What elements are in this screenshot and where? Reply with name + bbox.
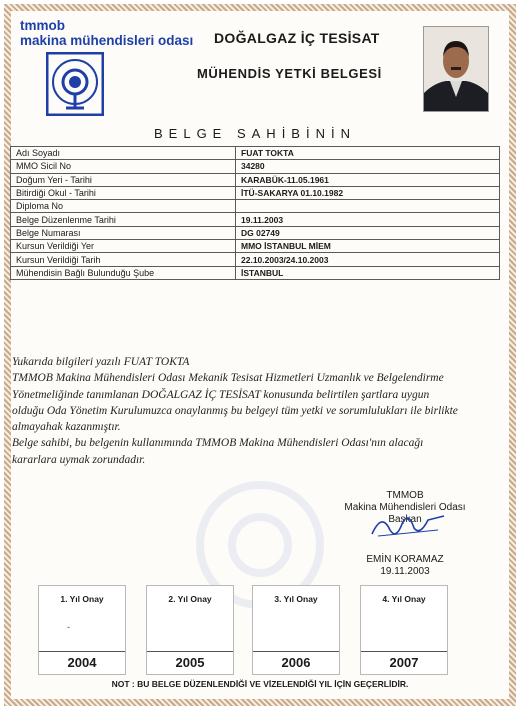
statement-line: olduğu Oda Yönetim Kurulumuzca onaylanmış bu belgeyi tüm yetki ve sorumlulukları ile birlikte — [12, 404, 458, 417]
field-label: MMO Sicil No — [11, 160, 236, 173]
signatory-name: EMİN KORAMAZ — [366, 554, 444, 565]
approval-year: 2004 — [39, 651, 125, 674]
portrait-image — [424, 27, 488, 111]
statement-line: TMMOB Makina Mühendisleri Odası Mekanik Tesisat Hizmetleri Uzmanlık ve Belgelendirme — [12, 372, 444, 385]
field-label: Mühendisin Bağlı Bulunduğu Şube — [11, 266, 236, 279]
field-value: 22.10.2003/24.10.2003 — [236, 253, 500, 266]
approval-label: 1. Yıl Onay — [60, 594, 104, 604]
field-label: Belge Düzenlenme Tarihi — [11, 213, 236, 226]
signature-role: Başkan — [388, 514, 422, 525]
field-value: İTÜ-SAKARYA 01.10.1982 — [236, 186, 500, 199]
approval-box-4 — [360, 585, 448, 675]
org-name-line2: makina mühendisleri odası — [20, 33, 194, 48]
field-label: Diploma No — [11, 200, 236, 213]
field-label: Doğum Yeri - Tarihi — [11, 173, 236, 186]
table-row — [11, 160, 500, 173]
field-value: FUAT TOKTA — [236, 147, 500, 160]
holder-photo — [423, 26, 489, 112]
field-label: Kursun Verildiği Yer — [11, 240, 236, 253]
statement-line: almayahak kazanmıştır. — [12, 421, 121, 434]
field-label: Belge Numarası — [11, 226, 236, 239]
certificate-title: DOĞALGAZ İÇ TESİSAT — [214, 30, 380, 46]
section-title: BELGE SAHİBİNİN — [154, 126, 356, 141]
certificate-subtitle: MÜHENDİS YETKİ BELGESİ — [197, 66, 382, 81]
approval-year: 2005 — [147, 651, 233, 674]
table-row — [11, 186, 500, 199]
signature-chamber: Makina Mühendisleri Odası — [344, 502, 466, 513]
statement-line: Yukarıda bilgileri yazılı FUAT TOKTA — [12, 356, 190, 368]
field-value: MMO İSTANBUL MİEM — [236, 240, 500, 253]
approval-box-1 — [38, 585, 126, 675]
field-label: Kursun Verildiği Tarih — [11, 253, 236, 266]
statement-line: Belge sahibi, bu belgenin kullanımında TMMOB Makina Mühendisleri Odası'nın alacağı — [12, 437, 424, 450]
field-value: KARABÜK-11.05.1961 — [236, 173, 500, 186]
table-row — [11, 200, 500, 213]
signature-org: TMMOB — [386, 490, 424, 501]
mmo-seal-icon — [46, 52, 104, 116]
approval-year: 2006 — [253, 651, 339, 674]
org-logo-text — [20, 18, 193, 48]
pen-mark: - — [67, 622, 70, 632]
approval-label: 3. Yıl Onay — [274, 594, 318, 604]
field-value — [236, 200, 500, 213]
org-name-line1: tmmob — [20, 18, 65, 33]
field-label: Adı Soyadı — [11, 147, 236, 160]
table-row — [11, 266, 500, 279]
approval-year: 2007 — [361, 651, 447, 674]
certificate-statement — [12, 354, 504, 468]
statement-line: Yönetmeliğinde tanımlanan DOĞALGAZ İÇ TESİSAT konusunda belirtilen şartlara uygun — [12, 388, 430, 401]
statement-line: kararlara uymak zorundadır. — [12, 453, 146, 466]
table-row — [11, 226, 500, 239]
table-row — [11, 147, 500, 160]
field-value: DG 02749 — [236, 226, 500, 239]
approval-box-3 — [252, 585, 340, 675]
validity-note: NOT : BU BELGE DÜZENLENDİĞİ VE VİZELENDİĞİ YIL İÇİN GEÇERLİDİR. — [111, 679, 409, 689]
field-value: İSTANBUL — [236, 266, 500, 279]
table-row — [11, 173, 500, 186]
holder-info-table — [10, 146, 500, 280]
approval-box-2 — [146, 585, 234, 675]
table-row — [11, 240, 500, 253]
field-label: Bitirdiği Okul - Tarihi — [11, 186, 236, 199]
approval-label: 4. Yıl Onay — [382, 594, 426, 604]
field-value: 34280 — [236, 160, 500, 173]
approval-label: 2. Yıl Onay — [168, 594, 212, 604]
table-row — [11, 213, 500, 226]
table-row — [11, 253, 500, 266]
handwritten-signature — [368, 506, 448, 542]
signature-date: 19.11.2003 — [380, 566, 430, 577]
field-value: 19.11.2003 — [236, 213, 500, 226]
